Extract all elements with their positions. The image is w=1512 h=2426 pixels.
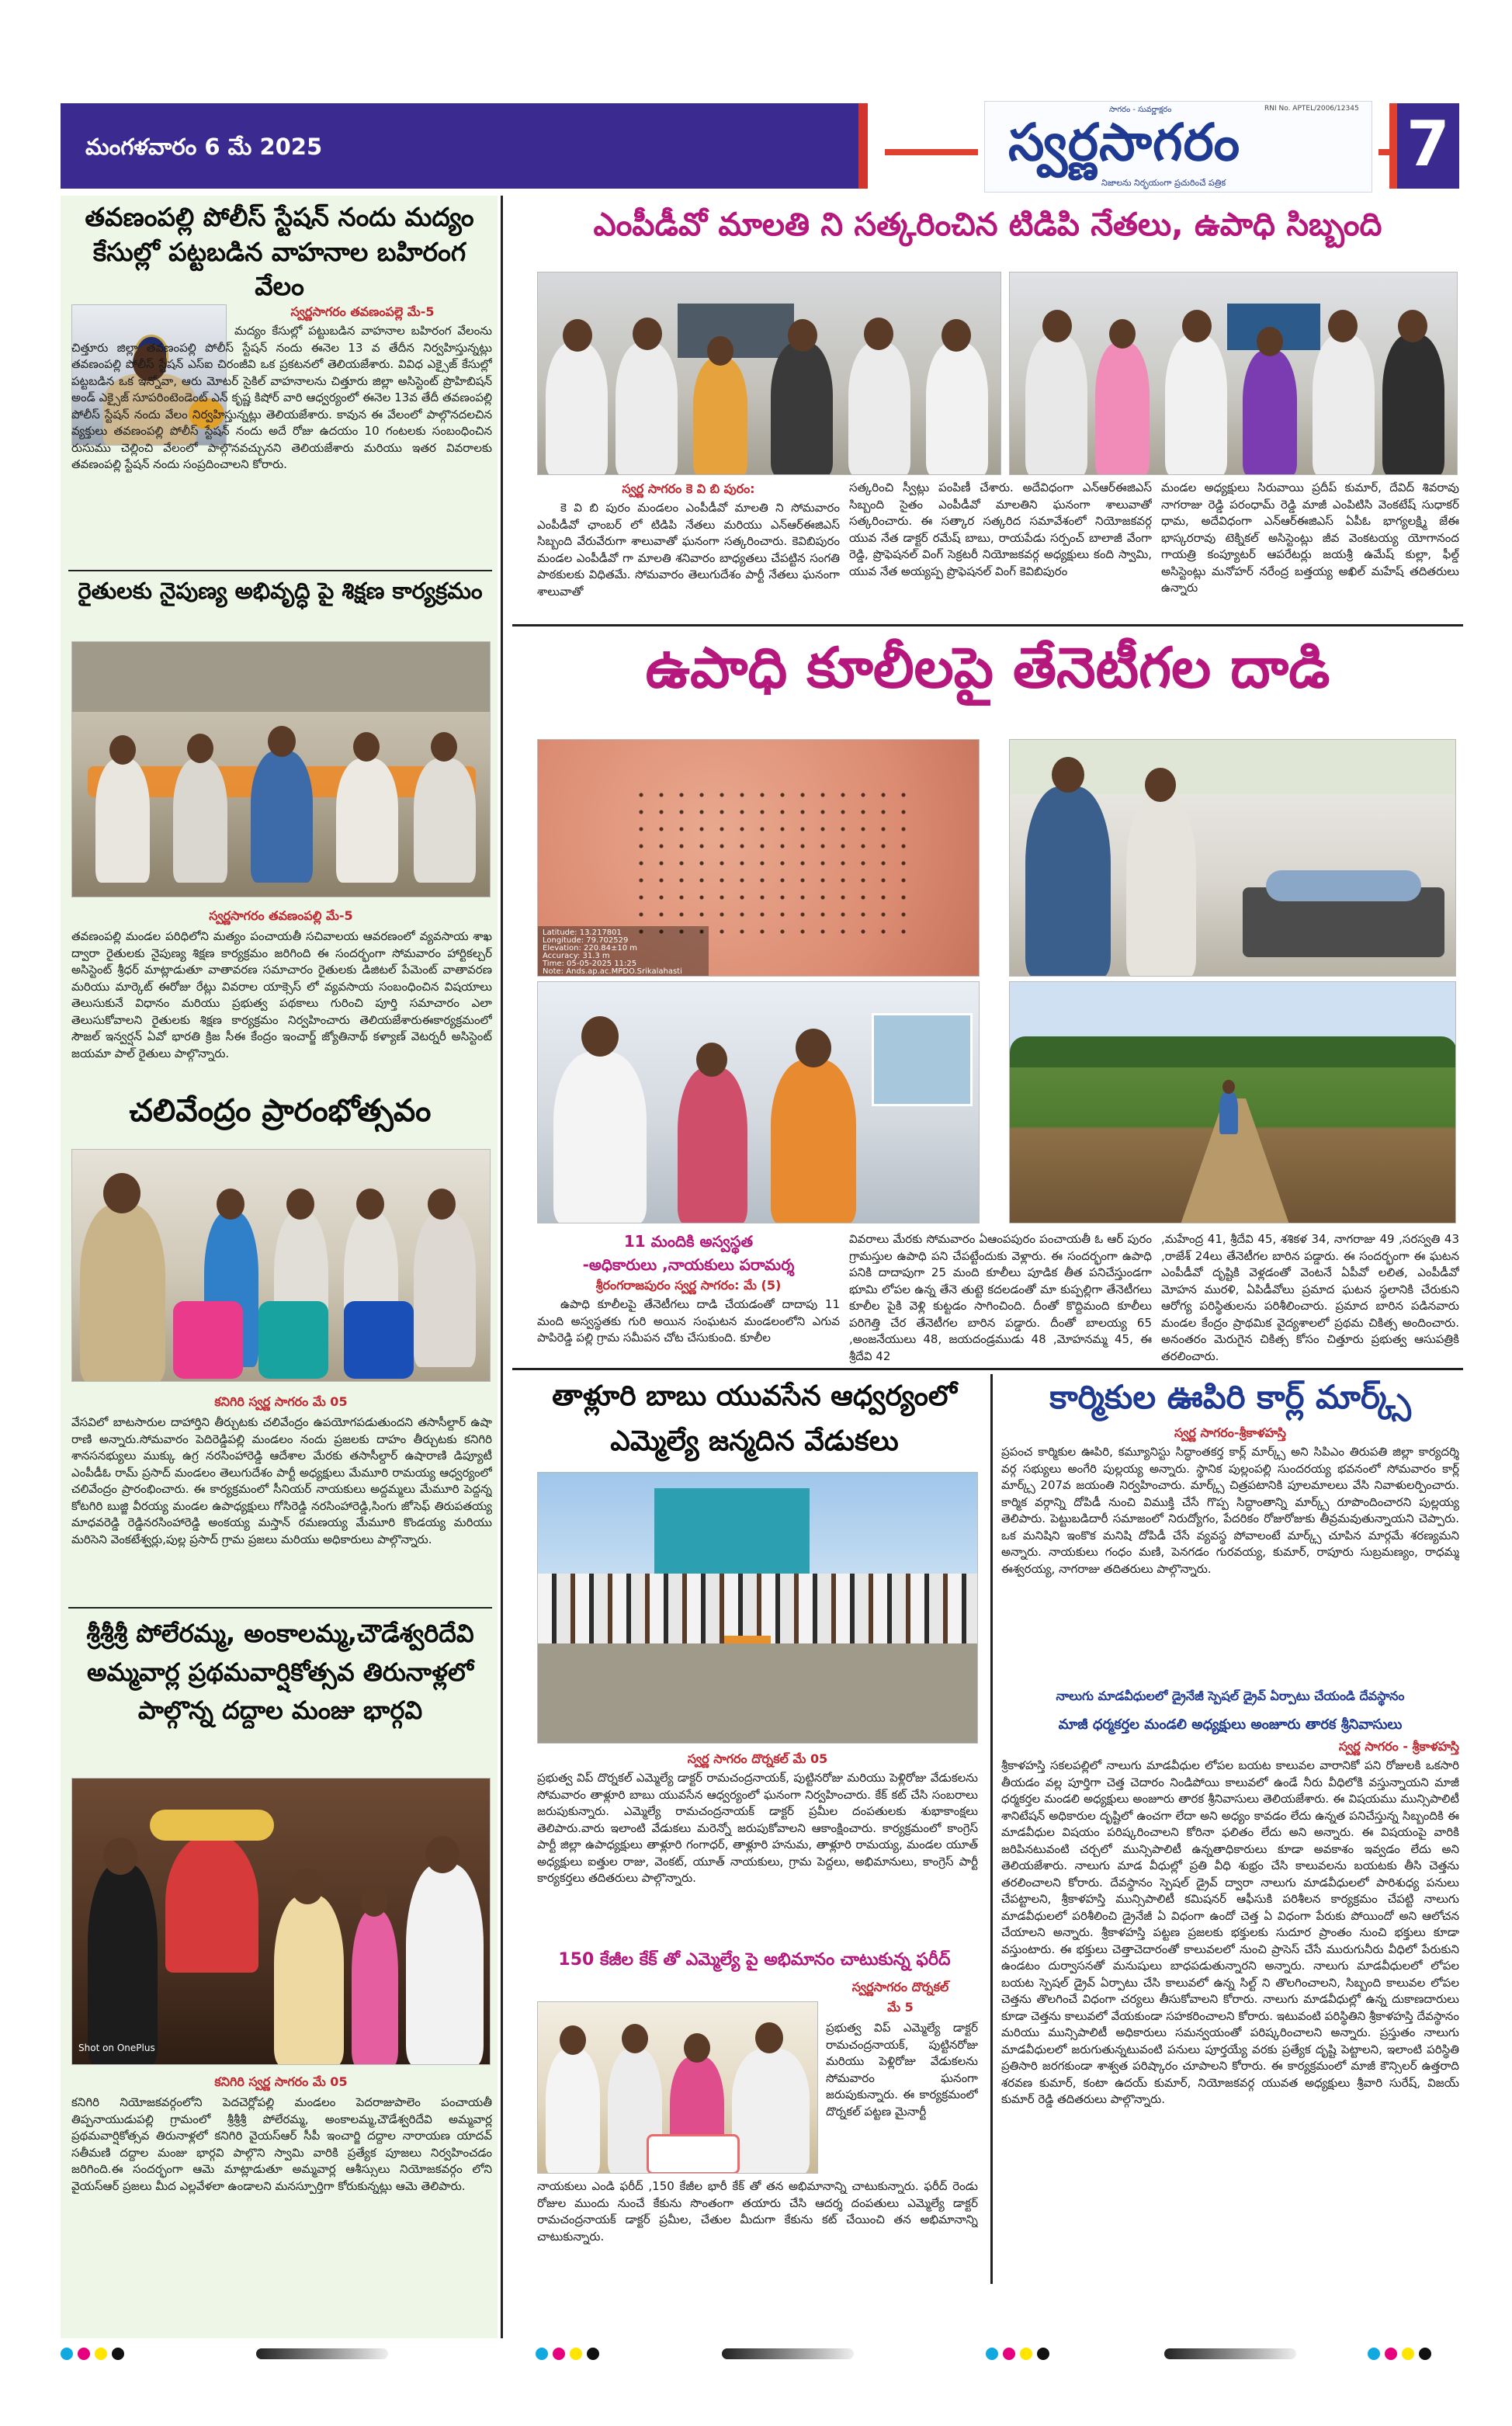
masthead-tagline-bottom: నిజాలను నిర్భయంగా ప్రచురించే పత్రిక bbox=[1101, 178, 1226, 188]
bottom-columns-divider bbox=[990, 1374, 993, 2284]
water-kiosk-photo bbox=[71, 1149, 491, 1382]
ambulance-patients-photo bbox=[537, 981, 980, 1223]
middle-story-byline: శ్రీరంగరాజపురం స్వర్ణ సాగరం: మే (5) bbox=[595, 1278, 782, 1293]
gps-line-6: Note: Ands.ap.ac.MPDO.Srikalahasti bbox=[543, 967, 682, 976]
cake-subhead: 150 కేజీల కేక్ తో ఎమ్మెల్యే పై అభిమానం చాటుకున్న ఫరీద్ bbox=[558, 1950, 951, 1970]
masthead-title: స్వర్ణసాగరం bbox=[1008, 113, 1241, 172]
gps-line-5: Time: 05-05-2025 11:25 bbox=[543, 960, 637, 968]
cake-byline-1: స్వర్ణసాగరం దొర్నకల్ bbox=[851, 1980, 949, 1994]
karl-marx-body: ప్రపంచ కార్మికుల ఊపిరి, కమ్యూనిస్టు సిద్ధాంతకర్త కార్ల్ మార్క్స్ అని సిపిఎం తిరుపతి జిల్లా కార్యదర్శి వర్గ సభ్యులు అంగేరి పుల్లయ్య అన్నారు. స్థానిక పుల్లంపల్లి సుందరయ్య భవనంలో సోమవారం కార్ల్ మార్క్స్ 207వ జయంతి నిర్వహించారు. మార్క్స్ చిత్రపటానికి పూలమాలలు వేసి నివాళులర్పించారు. కార్మిక వర్గాన్ని దోపిడీ నుంచి విముక్తి చేసే గొప్ప సిద్ధాంతాన్ని మార్క్స్ రూపొందించారని పుల్లయ్య తెలిపారు. పెట్టుబడిదారీ సమాజంలో నిరుద్యోగం, పేదరికం రోజురోజుకు తీవ్రమవుతున్నాయని చెప్పారు. ఒక మనిషిని ఇంకొక మనిషి దోపిడీ చేసే వ్యవస్థ పోవాలంటే మార్క్స్ చూపిన మార్గమే శరణ్యమని అన్నారు. నాయకులు గంధం మణి, పెనగడం గురవయ్య, కుమార్, రాపూరు సుబ్రమణ్యం, రాధమ్మ ఈశ్వరయ్య, నాగరాజు తదితరులు పాల్గొన్నారు. bbox=[1001, 1445, 1459, 1576]
middle-story-body-col1: ఉపాధి కూలీలపై తేనెటీగలు దాడి చేయడంతో దాదాపు 11 మంది అస్వస్థతకు గురి అయిన సంఘటన మండలంలోని ఎగువ పాపిరెడ్డి పల్లి గ్రామ సమీపన చోట చేసుకుంది. కూలీల bbox=[537, 1297, 840, 1345]
top-story-headline: ఎంపీడీవో మాలతి ని సత్కరించిన టిడిపి నేతలు, ఉపాధి సిబ్బంది bbox=[593, 206, 1382, 243]
story1-rule bbox=[68, 570, 492, 571]
hospital-visit-photo bbox=[1009, 739, 1456, 977]
left-column-divider bbox=[501, 196, 503, 2338]
bee-swarm-photo bbox=[537, 739, 980, 977]
story3-rule bbox=[68, 1607, 492, 1609]
gps-overlay bbox=[538, 926, 709, 977]
story2-byline: స్వర్ణసాగరం తవణంపల్లి మే-5 bbox=[209, 908, 353, 923]
gray-scale-bar-center bbox=[722, 2348, 854, 2359]
middle-story-body-col2: వివరాలు మేరకు సోమవారం ఏఆంపపురం పంచాయతీ ఓ ఆర్ పురం గ్రామస్తుల ఉపాధి పని చేపట్టేందుకు వెళ్లారు. ఈ సందర్భంగా ఉపాధి పనికి దాదాపుగా 25 మంది కూలీలు పూడిక తీత పనిచేస్తుండగా భూమి లోపల ఉన్న తేనె తుట్టె కదలడంతో మా కుప్పల్లిగా తేనెటీగలు కూలీల పైకి వెళ్లి కుట్టడం సాగించింది. దీంతో కొద్దిమంది కూలీలు పరిగెత్తి చేర తేనెటీగల బారిన పడ్డారు. దీంతో బాలయ్య 65 ,అంజనేయులు 48, జయదండ్రముడు 48 ,మోహనమ్మ 45, ఈ శ్రీదేవి 42 bbox=[849, 1232, 1152, 1363]
story2-headline: రైతులకు నైపుణ్య అభివృద్ధి పై శిక్షణ కార్యక్రమం bbox=[78, 578, 483, 604]
masthead-tagline-top: సాగరం - సువర్ణాక్షరం bbox=[1109, 106, 1172, 114]
story1-headline: తవణంపల్లి పోలీస్ స్టేషన్ నందు మద్యం కేసుల్లో పట్టబడిన వాహనాల బహిరంగ వేలం bbox=[85, 202, 474, 302]
farmers-training-photo bbox=[71, 641, 491, 897]
story4-body: కనిగిరి నియోజకవర్గంలోని పెదచెర్లోపల్లి మండలం పెదరాజుపాలెం పంచాయతీ తిప్పనాయుడుపల్లి గ్రామంలో శ్రీశ్రీశ్రీ పోలేరమ్మ, అంకాలమ్మ,చౌడేశ్వరిదేవి అమ్మవార్ల ప్రథమవార్షికోత్సవ తిరునాళ్లలో కనిగిరి వైయస్ఆర్ సీపీ ఇంచార్జి దద్దాల నారాయణ యాదవ్ సతీమణి దద్దాల మంజు భార్గవి పాల్గొని స్వామి వారికి ప్రత్యేక పూజలు నిర్వహించడం జరిగింది.ఈ సందర్భంగా ఆమె మాట్లాడుతూ అమ్మవార్ల ఆశీస్సులు నియోజకవర్గం లోని వైయస్ఆర్ ప్రజలు మీద ఎల్లవేళలా ఉండాలని మనస్పూర్తిగా కోరుకున్నట్లు ఆమె తెలిపారు. bbox=[71, 2095, 492, 2193]
drainage-byline: స్వర్ణ సాగరం - శ్రీకాళహస్తి bbox=[1338, 1739, 1459, 1754]
drainage-subhead-1: నాలుగు మాడవీధులలో డ్రైనేజీ స్పెషల్ డ్రైవ్ ఏర్పాటు చేయండి దేవస్థానం bbox=[1056, 1688, 1405, 1703]
birthday-crowd-photo bbox=[537, 1472, 978, 1744]
masthead-reg: RNI No. APTEL/2006/12345 bbox=[1264, 105, 1359, 113]
birthday-body: ప్రభుత్వ విప్ దొర్నకల్ ఎమ్మెల్యే డాక్టర్ రామచంద్రనాయక్, పుట్టినరోజు మరియు పెళ్లిరోజు వేడుకలను సోమవారం తాళ్లూరి బాబు యువసేన ఆధ్వర్యంలో ఘనంగా నిర్వహించారు. కేక్ కట్ చేసి సంబరాలు జరుపుకున్నారు. ఎమ్మెల్యే రామచంద్రనాయక్ డాక్టర్ ప్రమీల దంపతులకు శుభాకాంక్షలు తెలిపారు.వారు ఇలాంటి వేడుకలు మరెన్నో జరుపుకోవాలని ఆకాంక్షించారు. కార్యక్రమంలో కాంగ్రెస్ పార్టీ జిల్లా ఉపాధ్యక్షులు తాళ్లూరి గంగాధర్, తాళ్లూరి హనుమ, తాళ్లూరి రామయ్య, మండల యూత్ అధ్యక్షులు ఐత్తుల రాజు, వెంకట్, యూత్ నాయకులు, గ్రామ పెద్దలు, అభిమానులు, కాంగ్రెస్ పార్టీ కార్యకర్తలు తదితరులు పాల్గొన్నారు. bbox=[537, 1771, 978, 1885]
story3-body: వేసవిలో బాటసారుల దాహార్తిని తీర్చుటకు చలివేంద్రం ఉపయోగపడుతుందని తసాసీల్దార్ ఉషా రాణి అన్నారు.సోమవారం పెదిరెడ్డిపల్లి మండలం నందు ప్రజలకు దాహం తీర్చుటకు కనిగిరి శానసనభ్యులు ముక్కు ఉగ్ర నరసింహారెడ్డి ఆదేశాల మేరకు తసాసీల్దార్ ఉషారాణి డిప్యూటీ ఎంపీడీఓ రామ్ ప్రసాద్ మండలం తెలుగుదేశం పార్టీ అధ్యక్షులు మేమూరి రామయ్య ఆధ్వర్యంలో చలివేంద్రం ప్రారంభించారు. ఈ కార్యక్రమంలో సీనియర్ నాయకులు అద్దమ్మలు మేమూరి పెద్దన్న కోటగిరి బుజ్జి వీరయ్య మండల ఉపాధ్యక్షులు గోసిరెడ్డి నరసింహారెడ్డి,సింగు జోసెఫ్ తిరుపతయ్య మాధవరెడ్డి రెడ్డినరసింహారెడ్డి అంకయ్య మస్తాన్ రమణయ్య మేమూరి కొండయ్య మరియు మరిసెని వెంకటేశ్వర్లు,పుల్ల ప్రసాద్ గ్రామ ప్రజలు మరియు అధికారులు పాల్గొన్నారు. bbox=[71, 1415, 492, 1546]
gps-line-2: Longitude: 79.702529 bbox=[543, 936, 629, 945]
bee-cluster bbox=[631, 786, 910, 942]
cake-cutting-photo bbox=[537, 2001, 818, 2174]
water-cooler-blue bbox=[344, 1301, 414, 1379]
cake-body-part2: నాయకులు ఎండి ఫరీద్ ,150 కేజీల భారీ కేక్ తో తన అభిమానాన్ని చాటుకున్నారు. ఫరీద్ రెండు రోజుల ముందు నుంచే కేకును సొంతంగా తయారు చేసి ఆదర్శ దంపతులు ఎమ్మెల్యే డాక్టర్ రామచంద్రనాయక్ డాక్టర్ ప్రమీల, చేతుల మీదుగా కేకును కట్ చేయించి తన అభిమానాన్ని చాటుకున్నారు. bbox=[537, 2179, 978, 2244]
registration-marks-left bbox=[61, 2348, 124, 2360]
birthday-headline: తాళ్లూరి బాబు యువసేన ఆధ్వర్యంలో ఎమ్మెల్యే జన్మదిన వేడుకలు bbox=[552, 1380, 957, 1457]
gray-scale-bar-left bbox=[256, 2348, 388, 2359]
karl-marx-headline: కార్మికుల ఊపిరి కార్ల్ మార్క్స్ bbox=[1049, 1378, 1411, 1416]
top-story-byline: స్వర్ణ సాగరం కె వి బి పురం: bbox=[622, 481, 755, 496]
registration-marks-center-left bbox=[536, 2348, 599, 2360]
cake-byline-2: మే 5 bbox=[887, 2000, 914, 2015]
page-number: 7 bbox=[1406, 108, 1450, 180]
story3-byline: కనిగిరి స్వర్ణ సాగరం మే 05 bbox=[214, 1394, 348, 1409]
gps-line-4: Accuracy: 31.3 m bbox=[543, 952, 610, 960]
registration-marks-center-right bbox=[986, 2348, 1049, 2360]
date-label: మంగళవారం 6 మే 2025 bbox=[85, 134, 323, 160]
top-story-body-col2: సత్కరించి స్వీట్లు పంపిణీ చేశారు. అదేవిధంగా ఎన్ఆర్ఈజిఎస్ సిబ్బంది సైతం ఎంపీడీవో మాలతిని ఘనంగా శాలువాతో సత్కరించారు. ఈ సత్కార సత్కరిద సమావేశంలో నియోజకవర్గ యువ నేత డాక్టర్ రమేష్ బాబు, రాయపేడు సర్పంచ్ బాలాజీ వేంగా రెడ్డి, ప్రొఫెషనల్ వింగ్ సెక్రటరీ నియోజకవర్గ అధ్యక్షులు కంది స్వామి, యువ నేత అయ్యప్ప ప్రొఫెషనల్ వింగ్ కెవిబిపురం bbox=[849, 481, 1152, 578]
date-band-edge bbox=[858, 103, 868, 189]
story2-body: తవణంపల్లి మండల పరిధిలోని మత్యం పంచాయతీ సచివాలయ ఆవరణంలో వ్యవసాయ శాఖ ద్వారా రైతులకు నైపుణ్య శిక్షణ కార్యక్రమం జరిగింది ఈ సందర్భంగా సోమవారం హార్టికల్చర్ అసిస్టెంట్ శ్రీధర్ మాట్లాడుతూ వాతావరణ సమాచారం రైతులకు డిజిటల్ పేమెంట్ వాతావరణ మరియు మార్కెట్ ఈరోజు రేట్లు వివరాల యాక్సెస్ లో వ్యవసాయ సంబంధించిన విషయాలు తెలుసుకునే విధానం మరియు ప్రభుత్వ పథకాలు గురించి పూర్తి సమాచారం ఎలా తెలుసుకోవాలని రైతులకు శిక్షణ కార్యక్రమం నిర్వహించారు తెలియజేశారుఈకార్యక్రమంలో సౌజల్ ఇన్వర్షన్ ఏవో భారతి క్రిజ సీఈ కేంద్రం ఇంచార్జ్ జ్యోతినాథ్ కళ్యాణ్ వెటర్నరీ అసిస్టెంట్ జయమా పాల్ రైతులు పాల్గొన్నారు. bbox=[71, 929, 492, 1060]
story4-headline: శ్రీశ్రీశ్రీ పోలేరమ్మ, అంకాలమ్మ,చౌడేశ్వరిదేవి అమ్మవార్ల ప్రథమవార్షికోత్సవ తిరునాళ్లలో పాల్గొన్న దద్దాల మంజు భార్గవి bbox=[86, 1619, 474, 1726]
temple-festival-photo bbox=[71, 1778, 491, 2065]
worksite-field-photo bbox=[1009, 981, 1456, 1223]
story1-body: మద్యం కేసుల్లో పట్టుబడిన వాహనాల బహిరంగ వేలంను చిత్తూరు జిల్లా తవణంపల్లి పోలీస్ స్టేషన్ నందు ఈనెల 13 వ తేదీన నిర్వహిస్తున్నట్లు తవణంపల్లి పోలీస్ స్టేషన్ ఎస్ఐ చిరంజీవి ఒక ప్రకటనలో తెలియజేశారు. వివిధ ఎక్సైజ్ కేసుల్లో పట్టబడిన ఒక ఇన్నోవా, ఆరు మోటర్ సైకిల్ వాహనాలను చిత్తూరు జిల్లా అసిస్టెంట్ ప్రొహిబిషన్ అండ్ ఎక్సైజ్ సూపరింటెండెంట్ ఎన్ కృష్ణ కిషోర్ వారి ఆధ్వర్యంలో ఈనెల 13వ తేదీ తవణంపల్లి పోలీస్ స్టేషన్ నందు వేలం నిర్వహిస్తున్నట్లు తెలియజేశారు. కావున ఈ వేలంలో పాల్గొనదలచిన వ్యక్తులు తవణంపల్లి పోలీస్ స్టేషన్ నందు అదే రోజు ఉదయం 10 గంటలకు సంబంధించిన రుసుము చెల్లించి వేలంలో పాల్గొనవచ్చునని తెలియజేశారు మరియు ఇతర వివరాలకు తవణంపల్లి స్టేషన్ నందు సంప్రదించాలని కోరారు. bbox=[71, 324, 492, 471]
top-story-body-col1: కె వి బి పురం మండలం ఎంపీడీవో మాలతి ని సోమవారం ఎంపీడీవో ఛాంబర్ లో టిడిపి నేతలు మరియు ఎన్ఆర్ఈజిఎస్ సిబ్బంది వేరువేరుగా శాలువాతో ఘనంగా సత్కరించారు. కెవిబిపురం మండల ఎంపీడీవో గా మాలతి శనివారం బాధ్యతలు చేపట్టిన సంగతి పాఠకులకు విధితమే. సోమవారం తెలుగుదేశం పార్టీ నేతలు ఘనంగా శాలువాతో bbox=[537, 501, 840, 599]
gps-line-3: Elevation: 220.84±10 m bbox=[543, 944, 638, 953]
mpdo-felicitation-photo-2 bbox=[1009, 272, 1458, 475]
drainage-subhead-2: మాజీ ధర్మకర్తల మండలి అధ్యక్షులు అంజూరు తారక శ్రీనివాసులు bbox=[1058, 1716, 1403, 1733]
water-cooler-teal bbox=[258, 1301, 328, 1379]
drainage-body: శ్రీకాళహస్తి సకలపల్లిలో నాలుగు మాడవీధుల లోపల బయట కాలువల వారానికో పని రోజులకి ఒకసారి తీయడం వల్ల పూర్తిగా చెత్త చెదారం నిండిపోయి కాలువలో ఉండే నీరు వీధిలోకి వస్తున్నాయని మాజీ ధర్మకర్తల మండలి అధ్యక్షులు అంజూరు తారక శ్రీనివాసులు తెలియజేశారు. ఈ విషయము మున్సిపాలిటీ శానిటేషన్ అధికారుల దృష్టిలో ఉంచగా లేదా అని అధ్యం కావడం లేదు ఉన్నత పనిచేస్తున్న సిబ్బందికి ఈ మాడవీధుల విషయం పరిష్కరించాలని కోరినా ఫలితం లేదు అని అన్నారు. ఈ విషయంపై వారికి జరిపినటువంటి చర్చలో మున్సిపాలిటీ ఉన్నతాధికారులు కూడా అవకాశం ఇవ్వడం లేదు అని తెలియజేశారు. నాలుగు మాడ వీధుల్లో ప్రతి వీధి శుభ్రం చేసి కాలువలను బయటకు తీసి చెత్తను తరలించాలని కోరారు. దేవస్థానం స్పెషల్ డ్రైవ్ ద్వారా నాలుగు మాడవీధులలో పారిశుధ్య పనులు చేపట్టాలని, శ్రీకాళహస్తి మున్సిపాలిటీ కమిషనర్ ఆఫీసుకి పరిశీలన కార్యక్రమం చేపట్టి నాలుగు మాడవీధులలో పరిశీలించి డ్రైనేజీ ఏ విధంగా ఉందో చెత్త ఏ విధంగా పేరుకు పోయిందో అని ఆలోచన చేయాలని అన్నారు. శ్రీకాళహస్తి పట్టణ ప్రజలకు భక్తులకు సుదూర ప్రాంతం నుంచి భక్తులు కూడా వస్తుంటారు. ఈ భక్తులు చెత్తాచెదారంతో కాలువలలో నుంచి ప్రాసెస్ చేసే మురుగునీరు వీధిలో పేరుకుని ఉండటం దుర్వాసనతో మనుషులు బాధపడుతున్నారని అన్నారు. నాలుగు మాడవీధులలో లోపల బయట స్పెషల్ డ్రైవ్ ఏర్పాటు చేసి కాలువలో ఉన్న సిల్ట్ ని తొలగించాలని, సిబ్బంది కాలువల లోపల చెత్తను తొలగించే విధంగా చర్యలు తీసుకోవాలని కోరారు. నాలుగు మాడవీధుల్లో ఉన్న దుకాణదారులు కూడా చెత్తను కాలువలో వేయకుండా సహకరించాలని కోరారు. ఇటువంటి పరిస్థితిని శ్రీకాళహస్తి దేవస్థానం మరియు మున్సిపాలిటీ అధికారులు సమన్వయంతో పరిష్కరించాలని అన్నారు. ప్రస్తుతం నాలుగు మాడవీధులలో జరుగుతున్నటువంటి పనులు పూర్తయ్యే వరకు ప్రత్యేక దృష్టి పెట్టాలని, ఇలాంటి పరిస్థితి ప్రతిసారి జరగకుండా శాశ్వత పరిష్కారం చూపాలని కోరారు. ఈ కార్యక్రమంలో మాజీ కౌన్సిలర్ ఉత్తరాది శరవణ కుమార్, కంటా ఉదయ్ కుమార్, నియోజకవర్గ యువత అధ్యక్షులు శ్రీవారి సురేష్, విజయ్ కుమార్ రెడ్డి తదితరులు పాల్గొన్నారు. bbox=[1001, 1758, 1459, 2106]
top-story-rule bbox=[512, 624, 1463, 626]
gps-line-1: Latitude: 13.217801 bbox=[543, 928, 622, 937]
header-rule-left bbox=[885, 149, 978, 155]
top-story-body-col3: మండల అధ్యక్షులు సిరువాయి ప్రదీప్ కుమార్, దేవిద్ శివరావు నాగరాజు రెడ్డి పరంధామ్ రెడ్డి మాజీ ఎంపిటిసి వెంకటేష్ సుధాకర్ ధామ, అదేవిధంగా ఎన్ఆర్ఈజిఎస్ ఏపీఓ భాగ్యలక్ష్మి జేఈ భాస్కరరావు టెక్నికల్ అసిస్టెంట్లు జీవ వెంకటయ్య యోగానంద గాయత్రి కంప్యూటర్ ఆపరేటర్లు జయశ్రీ ఉమేష్ కుల్లా, ఫీల్డ్ అసిస్టెంట్లు మనోహర్ నరేంద్ర బత్తయ్య అఖిల్ మహేష్ తదితరులు ఉన్నారు bbox=[1161, 481, 1459, 595]
middle-story-rule bbox=[512, 1368, 1463, 1370]
cake-body-part1: ప్రభుత్వ విప్ ఎమ్మెల్యే డాక్టర్ రామచంద్రనాయక్, పుట్టినరోజు మరియు పెళ్లిరోజు వేడుకలను సోమవారం ఘనంగా జరుపుకున్నారు. ఈ కార్యక్రమంలో దొర్నకల్ పట్టణ మైనార్టీ bbox=[826, 2021, 978, 2119]
middle-story-subhead-1: 11 మందికి అస్వస్థత bbox=[623, 1232, 754, 1251]
middle-story-headline: ఉపాధి కూలీలపై తేనెటీగల దాడి bbox=[645, 635, 1330, 700]
page-number-box bbox=[1389, 103, 1459, 189]
large-cake bbox=[647, 2134, 740, 2174]
gray-scale-bar-right bbox=[1164, 2348, 1296, 2359]
story1-byline: స్వర్ణసాగరం తవణంపల్లె మే-5 bbox=[290, 304, 435, 319]
registration-marks-right bbox=[1368, 2348, 1431, 2360]
middle-story-body-col3: ,మహేంద్ర 41, శ్రీదేవి 45, శశికళ 34, నాగరాజు 49 ,సరస్వతి 43 ,రాజేశ్ 24లు తేనెటీగల బారిన పడ్డారు. ఈ సందర్భంగా ఈ ఘటన ఎంపీడీవో దృష్టికి వెళ్లడంతో వెంటనే ఏపీవో లలిత, ఎంపీడీవో మోహన మురళి, ఏపిడీవోలు ప్రమాద ఘటన స్థలానికి చేరుకుని ఆరోగ్య పరిస్థితులను పరిశీలించారు. ప్రమాద బారిన పడినవారు మండల కేంద్రం ప్రాథమిక వైద్యశాలలో ప్రథమ చికిత్స అందించారు. అనంతరం మెరుగైన చికిత్స కోసం చిత్తూరు ప్రభుత్వ ఆసుపత్రికి తరలించారు. bbox=[1161, 1232, 1459, 1363]
photo-credit: Shot on OnePlus bbox=[78, 2042, 155, 2053]
middle-story-subhead-2: -అధికారులు ,నాయకులు పరామర్శ bbox=[582, 1255, 795, 1274]
mpdo-felicitation-photo-1 bbox=[537, 272, 1001, 475]
story4-byline: కనిగిరి స్వర్ణ సాగరం మే 05 bbox=[214, 2074, 348, 2089]
water-cooler-pink bbox=[173, 1301, 243, 1379]
birthday-byline: స్వర్ణ సాగరం దొర్నకల్ మే 05 bbox=[687, 1751, 828, 1766]
masthead bbox=[984, 101, 1372, 193]
karl-marx-byline: స్వర్ణ సాగరం-శ్రీకాళహస్తి bbox=[1174, 1425, 1286, 1440]
story3-headline: చలివేంద్రం ప్రారంభోత్సవం bbox=[129, 1093, 432, 1129]
